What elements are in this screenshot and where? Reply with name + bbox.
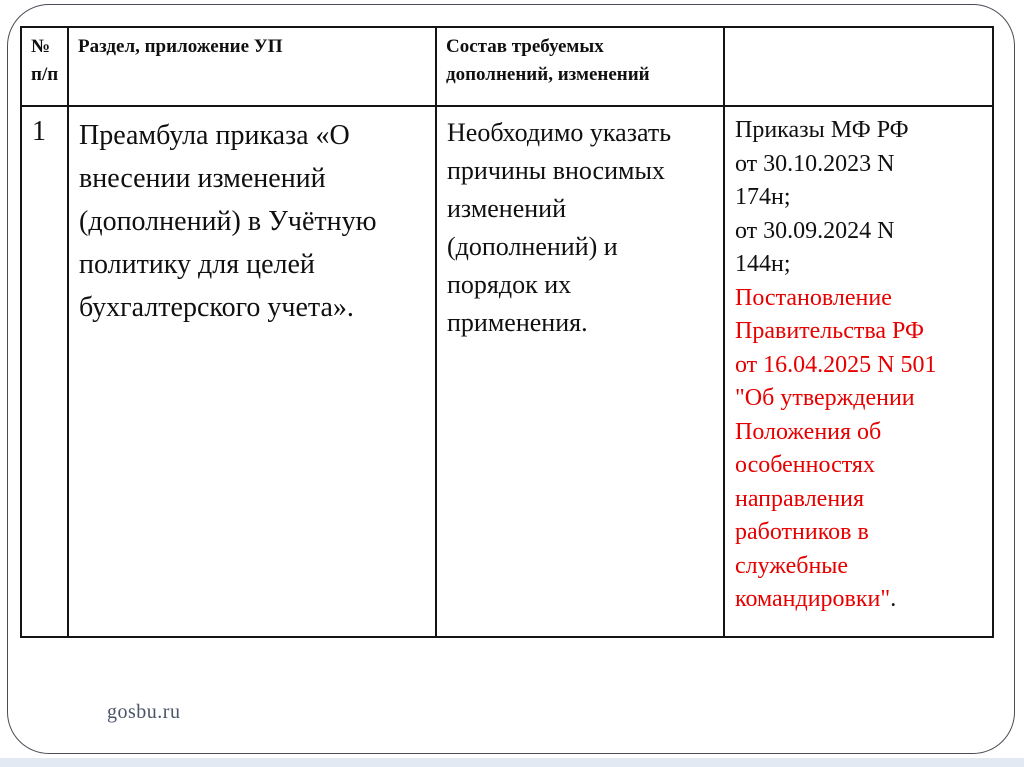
- changes-cell: Необходимо указать причины вносимых изменений (дополнений) и порядок их применения.: [436, 106, 724, 637]
- basis-resolution-text: Постановление Правительства РФ от 16.04.2025 N 501 "Об утверждении Положения об особенностях направления работников в служебные командировки": [735, 284, 937, 612]
- footer-site-label: gosbu.ru: [107, 701, 181, 723]
- section-cell: Преамбула приказа «О внесении изменений (дополнений) в Учётную политику для целей бухгалтерского учета».: [68, 106, 436, 637]
- slide-bottom-strip: [0, 758, 1024, 767]
- col-header-changes: Состав требуемых дополнений, изменений: [436, 27, 724, 106]
- col-header-section: Раздел, приложение УП: [68, 27, 436, 106]
- basis-cell: [724, 106, 993, 637]
- col-header-num: № п/п: [21, 27, 68, 106]
- changes-table: [20, 26, 994, 638]
- col-header-basis: [724, 27, 993, 106]
- table-header-row: [21, 27, 993, 106]
- row-number-cell: 1: [21, 106, 68, 637]
- basis-orders-text: Приказы МФ РФ от 30.10.2023 N 174н; от 30.09.2024 N 144н;: [735, 117, 909, 277]
- table-row: [21, 106, 993, 637]
- basis-trailing-period: .: [890, 586, 897, 612]
